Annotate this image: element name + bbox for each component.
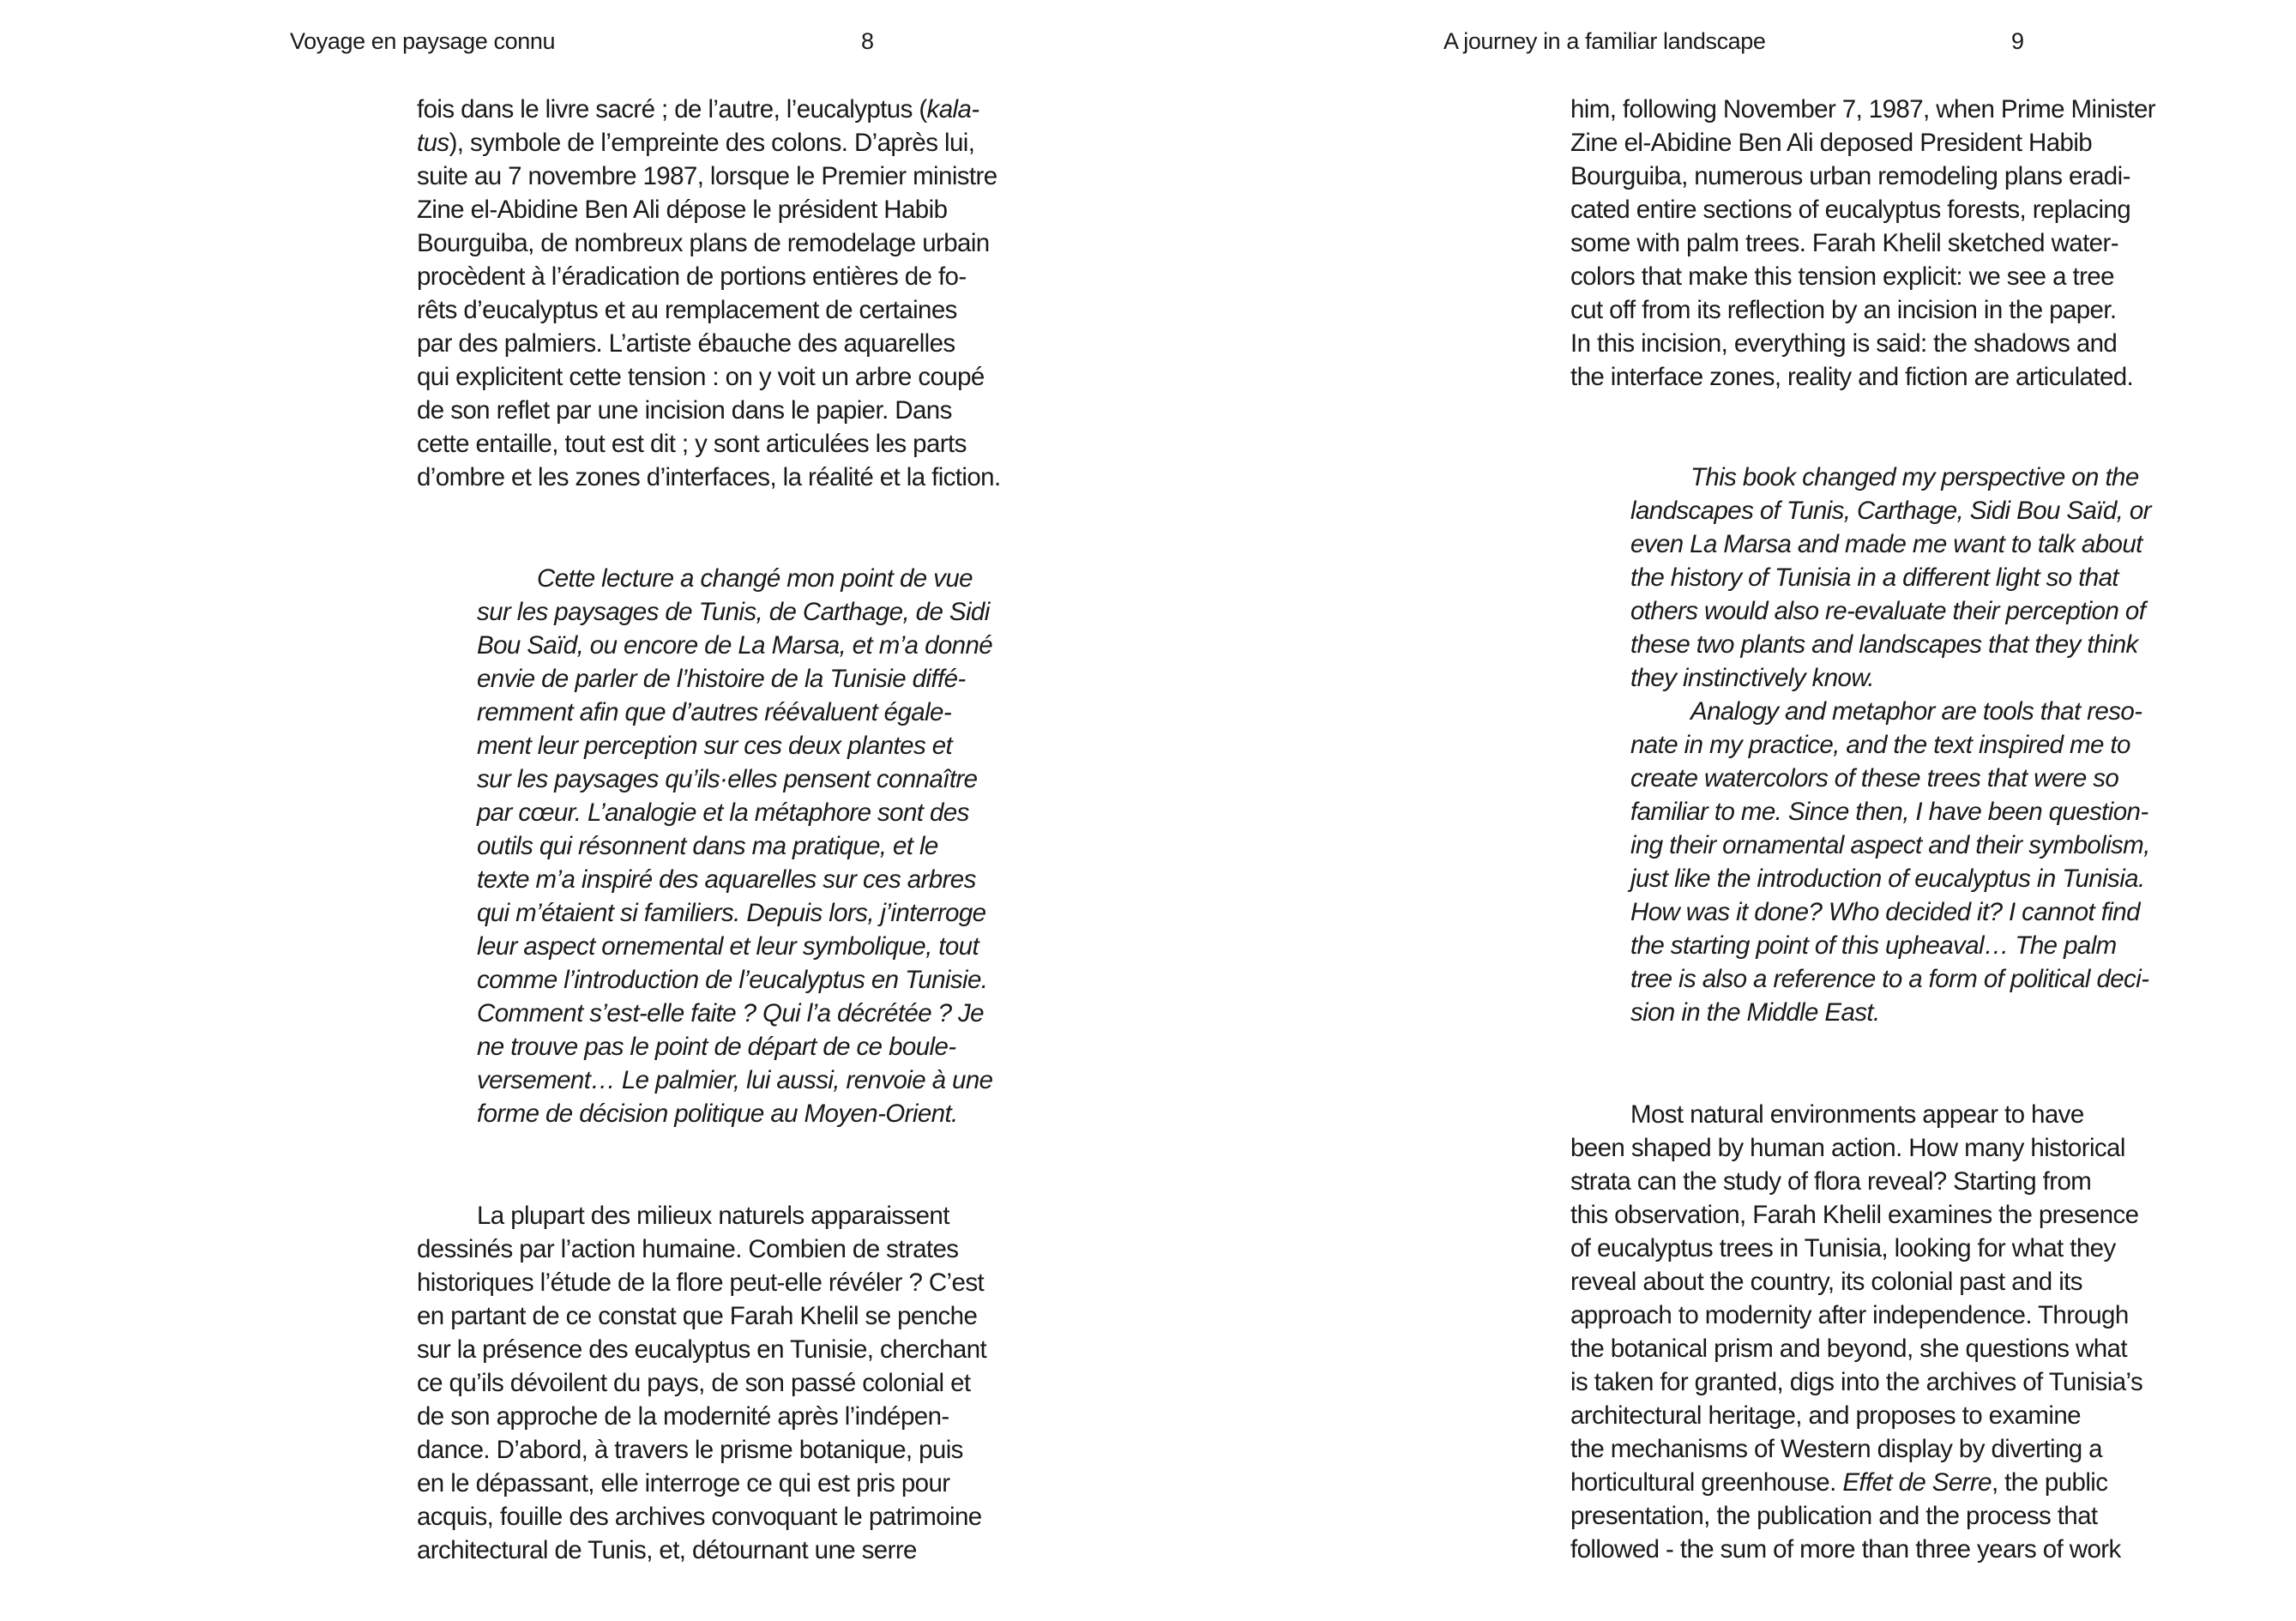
text-line: sur les paysages qu’ils·elles pensent connaître — [477, 765, 978, 793]
body-paragraph — [417, 1199, 986, 1567]
text-line: followed - the sum of more than three years of work — [1570, 1535, 2121, 1564]
text-line: strata can the study of flora reveal? Starting from — [1570, 1167, 2092, 1196]
text-line: qui explicitent cette tension : on y voit un arbre coupé — [417, 363, 985, 391]
block-quote — [1630, 461, 2151, 1029]
text-line: ne trouve pas le point de départ de ce boule- — [477, 1033, 956, 1061]
text-line: is taken for granted, digs into the archives of Tunisia’s — [1570, 1368, 2143, 1396]
text-line: La plupart des milieux naturels apparaissent — [477, 1202, 949, 1230]
text-line — [417, 93, 1001, 126]
text-segment: fois dans le livre sacré ; de l’autre, l’eucalyptus ( — [417, 95, 927, 124]
text-line: comme l’introduction de l’eucalyptus en Tunisie. — [477, 966, 988, 994]
text-line: de son approche de la modernité après l’indépen- — [417, 1402, 949, 1431]
body-paragraph — [417, 93, 1001, 494]
text-line: texte m’a inspiré des aquarelles sur ces arbres — [477, 865, 976, 894]
italic-text: kala- — [926, 95, 979, 124]
text-line: been shaped by human action. How many historical — [1570, 1134, 2125, 1162]
text-line: of eucalyptus trees in Tunisia, looking for what they — [1570, 1234, 2116, 1262]
text-line: the starting point of this upheaval… The palm — [1630, 931, 2117, 960]
text-line: cut off from its reflection by an incision in the paper. — [1570, 296, 2117, 324]
text-line: the history of Tunisia in a different light so that — [1630, 563, 2119, 592]
text-segment: ), symbole de l’empreinte des colons. D’après lui, — [449, 129, 975, 157]
text-line: just like the introduction of eucalyptus in Tunisia. — [1630, 865, 2145, 893]
text-line: cated entire sections of eucalyptus forests, replacing — [1570, 196, 2131, 224]
italic-text: Effet de Serre — [1842, 1468, 1992, 1497]
body-paragraph — [1570, 93, 2155, 394]
text-line: d’ombre et les zones d’interfaces, la réalité et la fiction. — [417, 463, 1001, 491]
text-line: Bourguiba, numerous urban remodeling plans eradi- — [1570, 162, 2130, 190]
text-line: This book changed my perspective on the — [1690, 463, 2139, 491]
block-quote — [477, 562, 992, 1130]
text-line: dessinés par l’action humaine. Combien de strates — [417, 1235, 959, 1263]
text-line: leur aspect ornemental et leur symbolique, tout — [477, 932, 979, 961]
page-number: 8 — [861, 28, 874, 54]
text-line: de son reflet par une incision dans le papier. Dans — [417, 396, 952, 425]
text-line — [417, 126, 1001, 160]
text-line: Analogy and metaphor are tools that reso- — [1690, 697, 2142, 726]
text-line: architectural de Tunis, et, détournant une serre — [417, 1536, 917, 1564]
text-line: sion in the Middle East. — [1630, 998, 1880, 1027]
text-line: Cette lecture a changé mon point de vue — [537, 564, 973, 593]
text-line: par des palmiers. L’artiste ébauche des aquarelles — [417, 329, 955, 358]
text-line: these two plants and landscapes that they think — [1630, 630, 2138, 659]
text-line: en le dépassant, elle interroge ce qui est pris pour — [417, 1469, 950, 1497]
text-line: qui m’étaient si familiers. Depuis lors, j’interroge — [477, 899, 986, 927]
text-line: ment leur perception sur ces deux plantes et — [477, 732, 953, 760]
text-line: nate in my practice, and the text inspired me to — [1630, 731, 2130, 759]
text-line — [1570, 1466, 2142, 1499]
text-line: reveal about the country, its colonial past and its — [1570, 1268, 2082, 1296]
text-line: outils qui résonnent dans ma pratique, et le — [477, 832, 938, 860]
text-line: Comment s’est-elle faite ? Qui l’a décrétée ? Je — [477, 999, 984, 1027]
text-segment: , the public — [1991, 1468, 2108, 1497]
text-line: versement… Le palmier, lui aussi, renvoie à une — [477, 1066, 993, 1094]
body-paragraph — [1570, 1098, 2142, 1566]
text-segment: horticultural greenhouse. — [1570, 1468, 1843, 1497]
text-line: this observation, Farah Khelil examines the presence — [1570, 1201, 2139, 1229]
text-line: approach to modernity after independence. Through — [1570, 1301, 2129, 1329]
text-line: some with palm trees. Farah Khelil sketched water- — [1570, 229, 2118, 257]
text-line: even La Marsa and made me want to talk about — [1630, 530, 2142, 558]
text-line: acquis, fouille des archives convoquant le patrimoine — [417, 1503, 982, 1531]
text-line: Zine el-Abidine Ben Ali deposed President Habib — [1570, 129, 2093, 157]
text-line: others would also re-evaluate their perception of — [1630, 597, 2146, 625]
text-line: architectural heritage, and proposes to examine — [1570, 1401, 2081, 1430]
text-line: familiar to me. Since then, I have been question- — [1630, 798, 2148, 826]
text-line: tree is also a reference to a form of political deci- — [1630, 965, 2149, 993]
text-line: envie de parler de l’histoire de la Tunisie diffé- — [477, 665, 966, 693]
text-line: par cœur. L’analogie et la métaphore sont des — [477, 798, 969, 827]
text-line: ce qu’ils dévoilent du pays, de son passé colonial et — [417, 1369, 971, 1397]
text-line: Bou Saïd, ou encore de La Marsa, et m’a donné — [477, 631, 993, 660]
text-line: forme de décision politique au Moyen-Orient. — [477, 1100, 958, 1128]
text-line: the mechanisms of Western display by diverting a — [1570, 1435, 2102, 1463]
text-line: Zine el-Abidine Ben Ali dépose le président Habib — [417, 196, 948, 224]
text-line: colors that make this tension explicit: we see a tree — [1570, 262, 2114, 291]
text-line: historiques l’étude de la flore peut-elle révéler ? C’est — [417, 1268, 985, 1297]
text-line: the botanical prism and beyond, she questions what — [1570, 1335, 2127, 1363]
text-line: suite au 7 novembre 1987, lorsque le Premier ministre — [417, 162, 997, 190]
text-line: rêts d’eucalyptus et au remplacement de certaines — [417, 296, 957, 324]
text-line: procèdent à l’éradication de portions entières de fo- — [417, 262, 967, 291]
text-line: dance. D’abord, à travers le prisme botanique, puis — [417, 1436, 963, 1464]
running-title: Voyage en paysage connu — [290, 28, 556, 54]
text-line: sur les paysages de Tunis, de Carthage, de Sidi — [477, 598, 990, 626]
text-line: remment afin que d’autres réévaluent égale- — [477, 698, 952, 726]
text-line: How was it done? Who decided it? I cannot find — [1630, 898, 2140, 926]
text-line: en partant de ce constat que Farah Khelil se penche — [417, 1302, 978, 1330]
text-line: ing their ornamental aspect and their symbolism, — [1630, 831, 2150, 859]
text-line: cette entaille, tout est dit ; y sont articulées les parts — [417, 430, 967, 458]
text-line: presentation, the publication and the process that — [1570, 1502, 2098, 1530]
text-line: they instinctively know. — [1630, 664, 1875, 692]
text-line: the interface zones, reality and fiction are articulated. — [1570, 363, 2134, 391]
text-line: Most natural environments appear to have — [1630, 1100, 2084, 1129]
text-line: In this incision, everything is said: the shadows and — [1570, 329, 2118, 358]
text-line: create watercolors of these trees that were so — [1630, 764, 2119, 792]
page-number: 9 — [2011, 28, 2024, 54]
text-line: Bourguiba, de nombreux plans de remodelage urbain — [417, 229, 990, 257]
text-line: sur la présence des eucalyptus en Tunisie, cherchant — [417, 1335, 987, 1364]
text-line: him, following November 7, 1987, when Prime Minister — [1570, 95, 2156, 124]
italic-text: tus — [417, 129, 449, 157]
running-title: A journey in a familiar landscape — [1443, 28, 1766, 54]
text-line: landscapes of Tunis, Carthage, Sidi Bou Saïd, or — [1630, 497, 2151, 525]
